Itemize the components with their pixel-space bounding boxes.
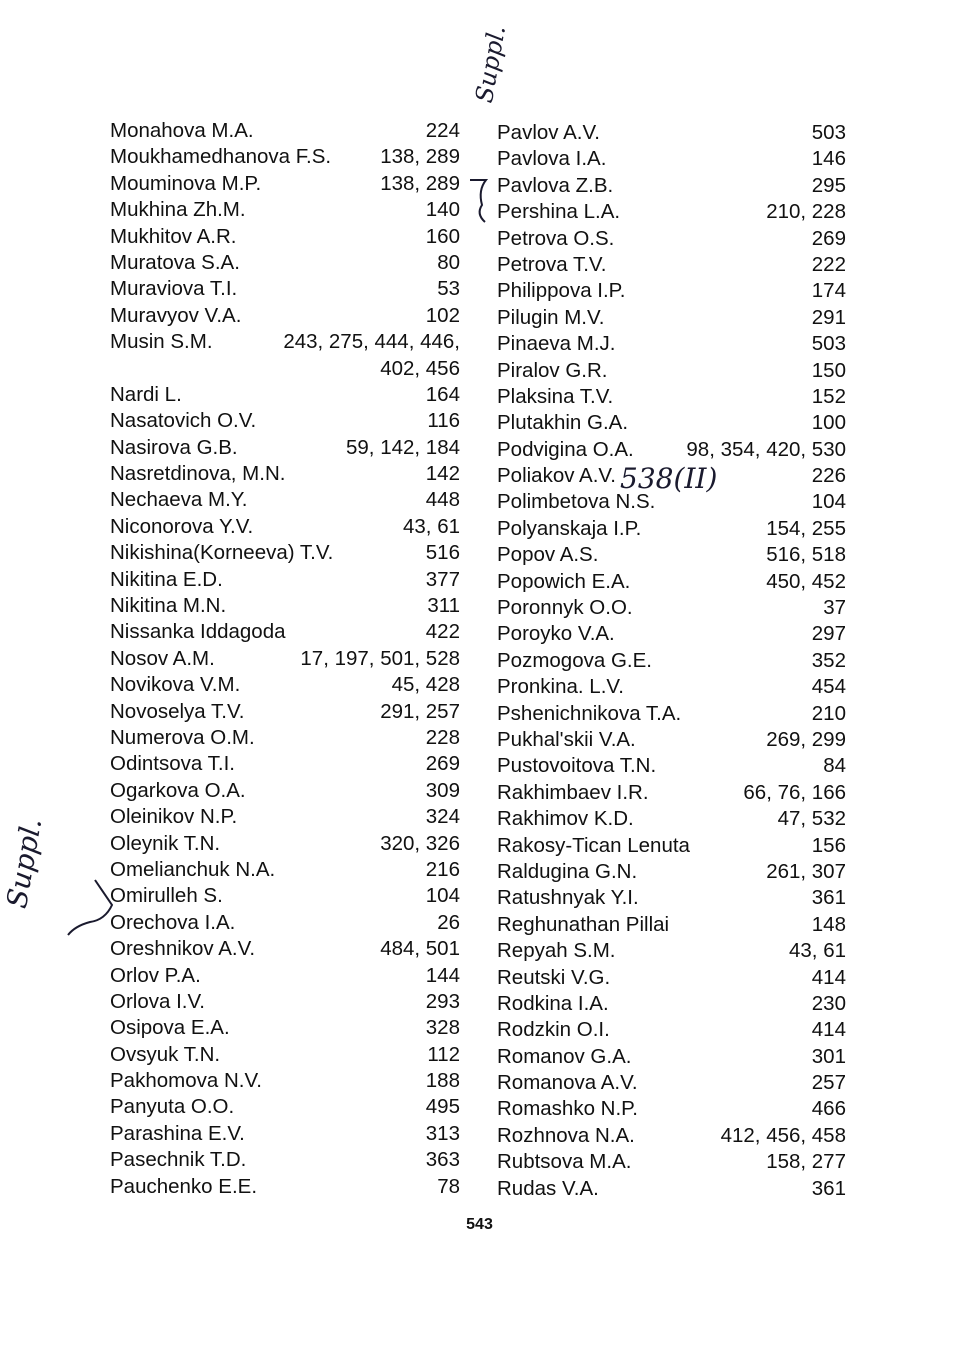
entry-name: Nasirova G.B. — [110, 435, 238, 459]
index-entry — [110, 1094, 460, 1120]
entry-pages: 261, 307 — [766, 859, 846, 883]
index-entry — [497, 701, 846, 727]
index-entry — [110, 356, 460, 382]
index-entry — [497, 595, 846, 621]
index-entry — [497, 1176, 846, 1202]
index-entry — [497, 938, 846, 964]
entry-name: Pavlova Z.B. — [497, 173, 614, 197]
entry-pages: 291, 257 — [380, 699, 460, 723]
entry-pages: 516, 518 — [766, 543, 846, 567]
entry-pages: 503 — [811, 332, 846, 356]
entry-pages: 104 — [425, 884, 460, 908]
entry-name: Mouminova M.P. — [110, 171, 262, 195]
index-entry — [110, 804, 460, 830]
entry-pages: 230 — [811, 991, 846, 1015]
entry-name: Poronnyk O.O. — [497, 596, 633, 620]
index-entry — [110, 567, 460, 593]
entry-name: Raldugina G.N. — [497, 859, 638, 883]
index-entry — [497, 1017, 846, 1043]
entry-name: Pozmogova G.E. — [497, 648, 652, 672]
entry-pages: 454 — [811, 675, 846, 699]
entry-name: Pinaeva M.J. — [497, 332, 616, 356]
index-entry — [110, 171, 460, 197]
entry-pages: 363 — [425, 1148, 460, 1172]
entry-name: Pukhal'skii V.A. — [497, 727, 636, 751]
entry-name: Reghunathan Pillai — [497, 912, 670, 936]
index-entry — [497, 1149, 846, 1175]
entry-name: Odintsova T.I. — [110, 752, 235, 776]
entry-name: Monahova M.A. — [110, 119, 254, 142]
entry-name: Omelianchuk N.A. — [110, 857, 276, 881]
index-entry — [110, 540, 460, 566]
index-entry — [497, 146, 846, 172]
entry-name: Muraviova T.I. — [110, 277, 238, 301]
entry-pages: 160 — [425, 224, 460, 248]
entry-name: Parashina E.V. — [110, 1121, 245, 1145]
entry-name: Novoselya T.V. — [110, 699, 245, 723]
index-entry — [497, 727, 846, 753]
entry-name: Orlova I.V. — [110, 989, 205, 1013]
entry-name: Pilugin M.V. — [497, 305, 605, 329]
index-entry — [110, 487, 460, 513]
index-entry — [497, 252, 846, 278]
entry-pages: 414 — [811, 965, 846, 989]
index-entry — [110, 1042, 460, 1068]
entry-name: Plutakhin G.A. — [497, 411, 629, 435]
entry-name: Nissanka Iddagoda — [110, 620, 286, 644]
entry-name: Omirulleh S. — [110, 884, 223, 908]
index-entry — [497, 305, 846, 331]
entry-name: Nikishina(Korneeva) T.V. — [110, 541, 334, 565]
index-entry — [110, 303, 460, 329]
index-entry — [497, 780, 846, 806]
entry-pages: 309 — [425, 778, 460, 802]
entry-name: Oreshnikov A.V. — [110, 937, 256, 961]
entry-name: Petrova T.V. — [497, 252, 607, 276]
entry-pages: 269 — [811, 226, 846, 250]
entry-pages: 47, 532 — [777, 807, 846, 831]
entry-pages: 466 — [811, 1097, 846, 1121]
entry-pages: 45, 428 — [391, 673, 460, 697]
index-entry — [497, 621, 846, 647]
index-entry — [110, 989, 460, 1015]
entry-name: Niconorova Y.V. — [110, 514, 254, 538]
entry-name: Moukhamedhanova F.S. — [110, 145, 332, 169]
index-entry — [497, 199, 846, 225]
entry-name: Rakhimov K.D. — [497, 807, 634, 831]
entry-name: Nikitina M.N. — [110, 594, 227, 618]
entry-pages: 138, 289 — [380, 171, 460, 195]
entry-pages: 37 — [823, 596, 846, 620]
index-entry — [497, 569, 846, 595]
handwritten-note-top: Suppl. — [470, 23, 512, 105]
entry-name: Ogarkova O.A. — [110, 778, 246, 802]
entry-name: Polimbetova N.S. — [497, 490, 656, 514]
bracket-mark-top — [470, 180, 486, 222]
index-entry — [110, 461, 460, 487]
entry-pages: 154, 255 — [766, 516, 846, 540]
entry-name: Poliakov A.V. — [497, 464, 616, 488]
entry-name: Pustovoitova T.N. — [497, 754, 657, 778]
index-entry — [497, 278, 846, 304]
entry-pages: 361 — [811, 886, 846, 910]
entry-pages: 412, 456, 458 — [720, 1123, 846, 1147]
entry-pages: 495 — [425, 1095, 460, 1119]
index-entry — [110, 1015, 460, 1041]
index-entry — [497, 806, 846, 832]
index-entry — [497, 912, 846, 938]
entry-name: Nasatovich O.V. — [110, 409, 257, 433]
index-entry — [110, 963, 460, 989]
index-entry — [497, 437, 846, 463]
entry-pages: 216 — [425, 857, 460, 881]
index-entry — [497, 516, 846, 542]
entry-name: Romashko N.P. — [497, 1097, 638, 1121]
entry-name: Piralov G.R. — [497, 358, 608, 382]
entry-pages: 503 — [811, 121, 846, 144]
index-entry — [110, 382, 460, 408]
entry-pages: 17, 197, 501, 528 — [300, 646, 460, 670]
index-entry — [110, 910, 460, 936]
entry-pages: 293 — [425, 989, 460, 1013]
entry-name: Numerova O.M. — [110, 725, 255, 749]
entry-pages: 257 — [811, 1071, 846, 1095]
entry-pages: 291 — [811, 305, 846, 329]
entry-name: Muravyov V.A. — [110, 303, 242, 327]
entry-pages: 377 — [425, 567, 460, 591]
index-entry — [497, 965, 846, 991]
entry-name: Rakhimbaev I.R. — [497, 780, 649, 804]
index-entry — [497, 410, 846, 436]
index-entry — [110, 197, 460, 223]
entry-name: Philippova I.P. — [497, 279, 626, 303]
entry-pages: 243, 275, 444, 446, — [283, 330, 460, 354]
entry-pages: 150 — [811, 358, 846, 382]
entry-name: Repyah S.M. — [497, 939, 616, 963]
entry-name: Oleynik T.N. — [110, 831, 221, 855]
entry-pages: 66, 76, 166 — [743, 780, 846, 804]
handwritten-note-left: Suppl. — [0, 815, 49, 911]
entry-name: Osipova E.A. — [110, 1016, 230, 1040]
index-entry — [497, 173, 846, 199]
entry-name: Popov A.S. — [497, 543, 599, 567]
index-entry — [110, 593, 460, 619]
entry-pages: 158, 277 — [766, 1150, 846, 1174]
entry-pages: 43, 61 — [403, 514, 460, 538]
entry-pages: 98, 354, 420, 530 — [686, 437, 846, 461]
entry-name: Ratushnyak Y.I. — [497, 886, 639, 910]
index-entry — [110, 1147, 460, 1173]
entry-pages: 484, 501 — [380, 937, 460, 961]
entry-pages: 226 — [811, 464, 846, 488]
entry-name: Nikitina E.D. — [110, 567, 223, 591]
index-entry — [110, 883, 460, 909]
index-entry — [110, 857, 460, 883]
entry-pages: 102 — [425, 303, 460, 327]
handwritten-note-middle: 538(II) — [620, 462, 718, 495]
entry-pages: 269, 299 — [766, 727, 846, 751]
entry-name: Orechova I.A. — [110, 910, 236, 934]
index-entry — [497, 1123, 846, 1149]
entry-name: Rudas V.A. — [497, 1176, 599, 1200]
index-entry — [497, 1044, 846, 1070]
index-entry — [110, 725, 460, 751]
index-entry — [110, 936, 460, 962]
index-entry — [110, 1174, 460, 1200]
entry-name: Nosov A.M. — [110, 646, 215, 670]
entry-pages: 53 — [437, 277, 460, 301]
entry-name: Poroyko V.A. — [497, 622, 615, 646]
entry-pages: 516 — [425, 541, 460, 565]
index-entry — [110, 435, 460, 461]
index-entry — [110, 118, 460, 144]
entry-pages: 422 — [425, 620, 460, 644]
entry-name: Rubtsova M.A. — [497, 1150, 632, 1174]
index-entry — [110, 1121, 460, 1147]
entry-name: Oleinikov N.P. — [110, 805, 238, 829]
entry-pages: 80 — [437, 250, 460, 274]
entry-pages: 59, 142, 184 — [346, 435, 460, 459]
entry-name: Nechaeva M.Y. — [110, 488, 248, 512]
index-entry — [497, 674, 846, 700]
entry-name: Romanov G.A. — [497, 1044, 632, 1068]
index-entry — [110, 778, 460, 804]
entry-pages: 313 — [425, 1121, 460, 1145]
index-entry — [110, 619, 460, 645]
entry-pages: 116 — [427, 409, 460, 433]
entry-pages: 352 — [811, 648, 846, 672]
index-entry — [497, 358, 846, 384]
index-entry — [497, 885, 846, 911]
page-number: 543 — [466, 1216, 493, 1233]
index-entry — [497, 753, 846, 779]
index-column-right — [497, 120, 846, 1202]
index-entry — [497, 1096, 846, 1122]
entry-pages: 450, 452 — [766, 569, 846, 593]
index-entry — [110, 250, 460, 276]
entry-pages: 311 — [427, 594, 460, 618]
entry-pages: 295 — [811, 173, 846, 197]
entry-name: Mukhina Zh.M. — [110, 198, 246, 222]
entry-name: Musin S.M. — [110, 330, 213, 354]
index-entry — [497, 991, 846, 1017]
entry-name: Reutski V.G. — [497, 965, 611, 989]
index-entry — [110, 514, 460, 540]
index-column-left — [110, 118, 460, 1200]
entry-pages: 328 — [425, 1016, 460, 1040]
entry-name: Pavlov A.V. — [497, 121, 600, 144]
entry-name: Pershina L.A. — [497, 200, 621, 224]
entry-name: Podvigina O.A. — [497, 437, 634, 461]
entry-name: Petrova O.S. — [497, 226, 615, 250]
entry-name: Panyuta O.O. — [110, 1095, 235, 1119]
index-entry — [497, 859, 846, 885]
entry-name: Novikova V.M. — [110, 673, 241, 697]
index-entry — [110, 224, 460, 250]
entry-pages: 448 — [425, 488, 460, 512]
entry-pages: 104 — [811, 490, 846, 514]
entry-pages: 361 — [811, 1176, 846, 1200]
index-entry — [497, 833, 846, 859]
entry-pages: 138, 289 — [380, 145, 460, 169]
entry-pages: 224 — [425, 119, 460, 142]
entry-name: Nasretdinova, M.N. — [110, 462, 286, 486]
entry-pages: 148 — [811, 912, 846, 936]
entry-pages: 297 — [811, 622, 846, 646]
entry-name: Rakosy-Tican Lenuta — [497, 833, 690, 857]
entry-name: Pronkina. L.V. — [497, 675, 624, 699]
entry-name: Popowich E.A. — [497, 569, 631, 593]
index-entry — [110, 751, 460, 777]
entry-name: Pakhomova N.V. — [110, 1069, 262, 1093]
index-entry — [110, 144, 460, 170]
index-entry — [497, 226, 846, 252]
entry-pages: 152 — [811, 384, 846, 408]
entry-pages: 43, 61 — [789, 939, 846, 963]
entry-name: Pavlova I.A. — [497, 147, 607, 171]
entry-pages: 164 — [425, 382, 460, 406]
entry-pages: 142 — [425, 462, 460, 486]
bracket-mark-left — [68, 880, 112, 935]
entry-name: Polyanskaja I.P. — [497, 516, 642, 540]
index-entry — [110, 329, 460, 355]
index-entry — [497, 648, 846, 674]
entry-name: Plaksina T.V. — [497, 384, 614, 408]
entry-name: Nardi L. — [110, 382, 182, 406]
entry-name: Rodkina I.A. — [497, 991, 609, 1015]
entry-pages: 146 — [811, 147, 846, 171]
entry-name: Rodzkin O.I. — [497, 1018, 610, 1042]
entry-pages: 301 — [811, 1044, 846, 1068]
entry-pages: 112 — [427, 1042, 460, 1066]
entry-name: Pshenichnikova T.A. — [497, 701, 682, 725]
entry-name: Romanova A.V. — [497, 1071, 638, 1095]
entry-pages: 210, 228 — [766, 200, 846, 224]
index-entry — [110, 408, 460, 434]
index-entry — [497, 120, 846, 146]
index-entry — [110, 276, 460, 302]
entry-pages: 174 — [811, 279, 846, 303]
index-entry — [110, 699, 460, 725]
index-entry — [497, 1070, 846, 1096]
entry-pages: 414 — [811, 1018, 846, 1042]
entry-pages: 324 — [425, 805, 460, 829]
entry-pages: 320, 326 — [380, 831, 460, 855]
entry-name: Pasechnik T.D. — [110, 1148, 247, 1172]
entry-pages: 210 — [811, 701, 846, 725]
index-entry — [110, 672, 460, 698]
index-entry — [110, 1068, 460, 1094]
entry-name: Mukhitov A.R. — [110, 224, 237, 248]
entry-pages: 100 — [811, 411, 846, 435]
entry-pages: 222 — [811, 252, 846, 276]
entry-name: Muratova S.A. — [110, 250, 240, 274]
entry-name: Pauchenko E.E. — [110, 1174, 258, 1198]
entry-pages: 140 — [425, 198, 460, 222]
index-entry — [110, 831, 460, 857]
index-entry — [110, 646, 460, 672]
entry-pages: 144 — [425, 963, 460, 987]
index-entry — [497, 542, 846, 568]
entry-name: Orlov P.A. — [110, 963, 201, 987]
entry-name: Rozhnova N.A. — [497, 1123, 635, 1147]
entry-pages: 26 — [437, 910, 460, 934]
entry-pages: 402, 456 — [380, 356, 460, 380]
entry-pages: 188 — [425, 1069, 460, 1093]
entry-pages: 269 — [425, 752, 460, 776]
entry-name: Ovsyuk T.N. — [110, 1042, 221, 1066]
entry-pages: 78 — [437, 1174, 460, 1198]
index-entry — [497, 331, 846, 357]
entry-pages: 84 — [823, 754, 846, 778]
index-entry — [497, 384, 846, 410]
entry-pages: 228 — [425, 725, 460, 749]
entry-pages: 156 — [811, 833, 846, 857]
